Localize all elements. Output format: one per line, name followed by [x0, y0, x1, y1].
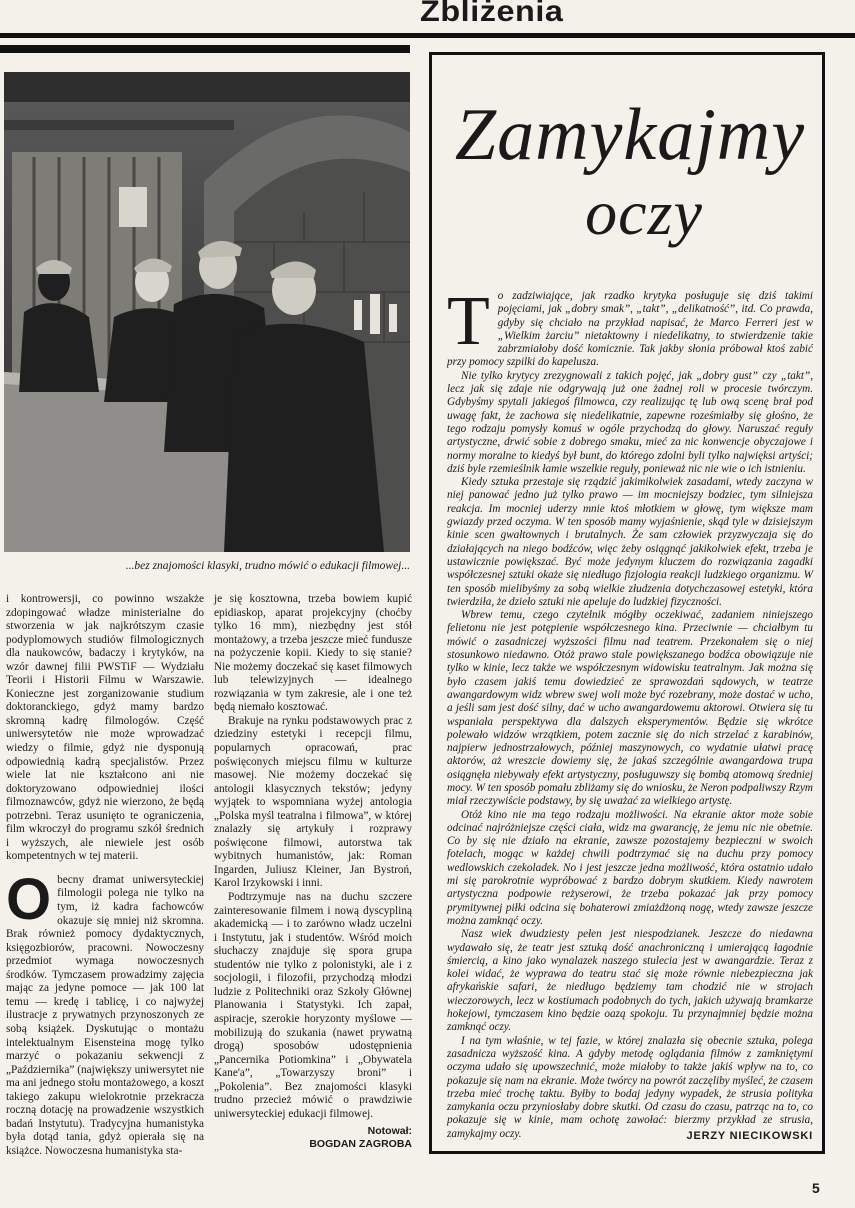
paragraph: Podtrzymuje nas na duchu szczere zainteresowanie filmem i nową dyscypliną akademicką — i to zarówno władz uczelni i Instytutu, jak i studentów. Wśród moich słuchaczy znajduje się spora grupa studentów nie tylko z polonistyki, ale i z socjologii, i filozofii, przychodzą młodzi ludzie z Politechniki oraz Szkoły Głównej Planowania i Statystyki. Ich zapał, aspiracje, szerokie horyzonty myślowe — mobilizują do szukania (nawet prywatną drogą) sposobów udostępnienia „Pancernika Potiomkina” i „Obywatela Kane'a”, „Towarzyszy broni” i „Pokolenia”. Bez znajomości klasyki trudno przecież mówić o prawdziwie uniwersyteckiej edukacji filmowej. — [214, 891, 412, 1120]
drop-cap-letter: T — [447, 283, 490, 360]
photo — [4, 72, 410, 552]
paragraph: Wbrew temu, czego czytelnik mógłby oczekiwać, zadaniem niniejszego felietonu nie jest potępienie współczesnego kina. Przeciwnie — chciałbym tu mówić o zasadniczej wyższości filmu nad teatrem. Przekonałem się o niej stosunkowo niedawno. Otóż prawo stale powiększanego bodźca obowiązuje nie tylko w kinie, lecz także we współczesnym widowisku teatralnym. Jak można się było czasem jakiś temu dowiedzieć ze sprawozdań sądowych, w teatrze awangardowym widz wbrew swej woli może być rozebrany, może dostać w ucho, a jeśli sam jest dość silny, dać w ucho awangardowemu aktorowi. Otwiera się tu wspaniała perspektywa dla dalszych eksperymentów. Będzie się wkrótce polewało widzów wrzątkiem, potem zacznie się do nich strzelać z karabinów, najpierw jednostrzałowych, później maszynowych, co wydatnie ułatwi pracę aktorów, aż wreszcie dowiemy się, że jakaś szczególnie awangardowa trupa osiągnęła niebywały efekt artystyczny, posługuwszy się bombą atomową średniej mocy. W ten sposób pomału zbliżamy się do wniosku, że Neron podpaliwszy Rzym miał rzeczywiście podstawy, by się uważać za wielkiego artystę. — [447, 609, 813, 808]
paragraph-lead — [447, 283, 813, 370]
left-column-2 — [214, 593, 412, 1151]
paragraph: je się kosztowna, trzeba bowiem kupić epidiaskop, aparat projekcyjny (choćby tylko 16 mm), niezbędny jest stół montażowy, a trzeba jeszcze mieć fundusze na pożyczenie kopii. Kiedy to się stanie? Nie możemy doczekać się kaset filmowych lub telewizyjnych — idealnego rozwiązania w tym zakresie, ale i one też będą niemało kosztować. — [214, 593, 412, 714]
paragraph: Kiedy sztuka przestaje się rządzić jakimikolwiek zasadami, wtedy zaczyna w niej panować jedno już tylko prawo — im mocniejszy bodziec, tym silniejsza reakcja. Im mocniej uderzy mnie ktoś młotkiem w głowę, tym większe mam gwiazdy przed oczyma. W ten sposób mamy wyjaśnienie, skąd tyle w dzisiejszym kinie scen gwałtownych i brutalnych. Że sam człowiek przyzwyczaja się do działających na niego bodźców, więc żeby osiągnąć jakikolwiek efekt, trzeba je ustawicznie powiększać. Być może jedynym kluczem do rozwiązania zagadki współczesnej sztuki okaże się niedługo fizjologia reakcji ludzkiego organizmu. W ten sposób mielibyśmy za sobą wielkie złudzenia dotychczasowej estetyki, która twierdziła, że dzieło sztuki nie apeluje do ludzkiej fizyczności. — [447, 476, 813, 608]
paragraph: Brakuje na rynku podstawowych prac z dziedziny estetyki i recepcji filmu, popularnych opracowań, prac poświęconych miejscu filmu w kulturze masowej. Nie możemy doczekać się antologii klasycznych tekstów; jedyny wyjątek to wspomniana wyżej antologia „Polska myśl teatralna i filmowa”, w której znalazły się artykuły i rozprawy poświęcone filmowi, autorstwa tak wybitnych humanistów, jak: Roman Ingarden, Juliusz Kleiner, Jan Bystroń, Karol Irzykowski i inni. — [214, 714, 412, 890]
signature — [214, 1125, 412, 1151]
paragraph: i kontrowersji, co powinno wszakże zdopingować władze ministerialne do stworzenia w jak najkrótszym czasie podyplomowych studiów filmologicznych dla naukowców, badaczy i krytyków, na wzór dawnej filii PWSTiF — Wydziału Teorii i Historii Filmu w Warszawie. Konieczne jest zorganizowanie studium doktoranckiego, gdyż mamy bardzo skromną kadrę filmologów. Część uniwersytetów nie może wprowadzać wiedzy o filmie, gdyż nie dysponują odpowiednią kadrą specjalistów. Przez wiele lat nie kształcono ani nie doktoryzowano odpowiedniej ilości filmoznawców, gdyż nie wierzono, że będą potrzebni. Teraz usunięto te ograniczenia, film wkroczył do programu szkół średnich i wyższych, ale niewiele jest osób kompetentnych w tej materii. — [6, 593, 204, 863]
headline-line-1: Zamykajmy — [454, 94, 806, 176]
page-number: 5 — [812, 1180, 820, 1196]
article-author: JERZY NIECIKOWSKI — [686, 1130, 813, 1142]
paragraph-dropcap — [6, 866, 204, 1158]
left-column-1 — [6, 593, 204, 1158]
photo-caption: ...bez znajomości klasyki, trudno mówić o edukacji filmowej... — [125, 560, 410, 572]
header-rule-left — [0, 45, 410, 53]
paragraph: Nasz wiek dwudziesty pełen jest niespodzianek. Jeszcze do niedawna wydawało się, że teatr jest sztuką dość anachroniczną i umierającą łagodnie śmiercią, a kino jako wynalazek naszego stulecia jest w awangardzie. Teraz z kolei widać, że wyprawa do teatru stać się może równie niebezpieczna jak afrykańskie safari, że niedługo będziemy tam chodzić nie w strojach wieczorowych, lecz w kostiumach podobnych do tych, jakich używają bramkarze hokejowi, tymczasem kino będzie oazą spokoju. Tu przynajmniej będzie można zamknąć oczy. — [447, 928, 813, 1034]
drop-cap-letter: O — [6, 866, 52, 932]
article-body — [447, 283, 813, 1141]
header-rule-top — [0, 33, 855, 38]
section-title: Zbliżenia — [420, 0, 564, 28]
paragraph: Nie tylko krytycy zrezygnowali z takich pojęć, jak „dobry gust” czy „takt”, lecz jak się zdaje nie odgrywają już one żadnej roli w procesie twórczym. Gdybyśmy spytali jakiegoś filmowca, czy realizując tę lub ową scenę brał pod uwagę fakt, że zachowa się niedelikatnie, zapewne roześmiałby się głośno, że tego rodzaju pomysły komuś w ogóle przychodzą do głowy. Naruszać reguły artystyczne, drwić sobie z dobrego smaku, mieć za nic konwencje obyczajowe i normy moralne to kiedyś był bunt, do którego zdolni byli tylko najwięksi artyści; dziś byle rzemieślnik łamie wszelkie reguły, ponieważ nic nie wie o ich istnieniu. — [447, 369, 813, 475]
headline-line-2: oczy — [585, 177, 703, 248]
photo-illustration — [4, 72, 410, 552]
signature-name: BOGDAN ZAGROBA — [309, 1138, 412, 1151]
paragraph: I na tym właśnie, w tej fazie, w której znalazła się obecnie sztuka, polega zasadnicza wyższość kina. A gdyby metodę oglądania filmów z zamkniętymi oczyma udało się upowszechnić, może miałoby to także jakiś wpływ na to, co pokazuje się nam na ekranie. Może twórcy na powrót zaczęliby myśleć, że czasem trzeba mieć trochę taktu. Byłby to bodaj jedyny wypadek, że strusia polityka zamykania oczu przyniosłaby dobre skutki. Od czasu do czasu, patrząc na to, co pokazuje się w kinie, mam ochotę zawołać: bierzmy przykład ze strusia, zamykajmy oczy. — [447, 1034, 813, 1140]
paragraph-text: becny dramat uniwersyteckiej filmologii polega nie tylko na tym, iż kadra fachowców okazuje się mniej niż skromna. Brak również pomocy dydaktycznych, księgozbiorów, pracowni. Nowoczesny przedmiot wymaga nowoczesnych środków. Tymczasem prowadzimy zajęcia mając za jedyne pomoce — jak 100 lat temu — kredę i tablicę, i co najwyżej ilustracje z prywatnych przynoszonych ze sobą książek. Dyskutując o montażu intelektualnym Eisensteina mogę tylko marzyć o pokazaniu sekwencji z „Października” (największy uniwersytet nie ma ani jednego stołu montażowego, a koszt takiego zakupu wielokrotnie przekracza roczną dotację na prowadzenie wszystkich badań Instytutu). Tradycyjna humanistyka była dotąd tania, gdyż opierała się na książce. Nowoczesna humanistyka sta- — [6, 873, 204, 1157]
paragraph-text: o zadziwiające, jak rzadko krytyka posługuje się dziś takimi pojęciami, jak „dobry smak”, „takt”, „delikatność”, itd. Co prawda, gdyby się chciało na przykład napisać, że Marco Ferreri jest w „Wielkim żarciu” nietaktowny i niedelikatny, to stwierdzenie takie zabrzmiałoby dość komicznie. Tak jakby słonia próbował ktoś zabić przy pomocy szpilki do kapelusza. — [447, 290, 813, 369]
article-headline — [440, 96, 820, 252]
paragraph: Otóż kino nie ma tego rodzaju możliwości. Na ekranie aktor może sobie odcinać najróżniejsze części ciała, widz ma gwarancję, że jemu nic nie obetnie. Co by się nie działo na ekranie, zawsze pozostajemy bezpieczni w swoich fotelach, mogąc w każdej chwili podtrzymać się na duchu przy pomocy wedlowskich czekoladek. No i jest jeszcze jedna możliwość, która ostatnio udało mi się parokrotnie wypróbować z bardzo dobrym skutkiem. Kiedy nawrotem artystyczna podpowie reżyserowi, że trzeba pokazać jak przy pomocy prymitywnej piłki odcina się bohaterowi zmiażdżoną nogę, wtedy zawsze jeszcze można zamknąć oczy. — [447, 808, 813, 927]
signature-label: Notował: — [367, 1125, 412, 1138]
